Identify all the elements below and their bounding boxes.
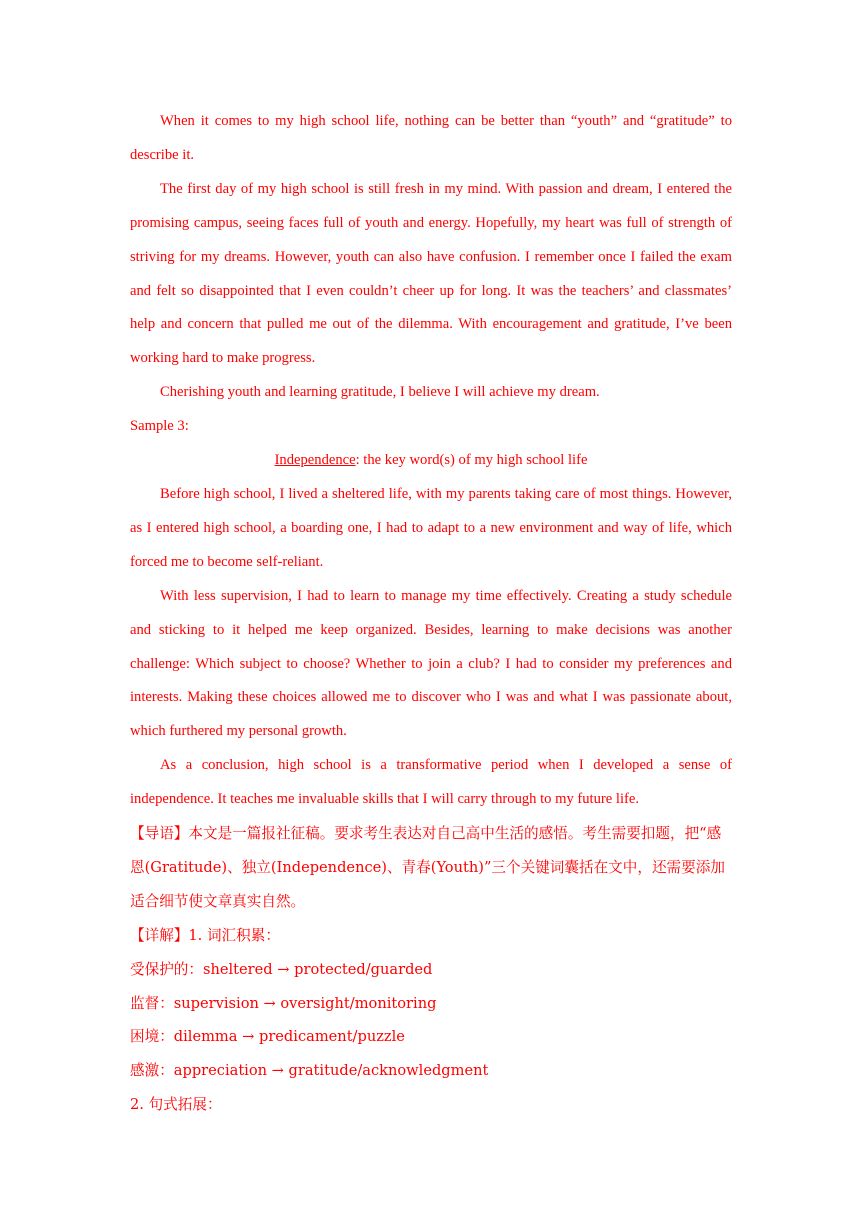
guide-paragraph: 【导语】本文是一篇报社征稿。要求考生表达对自己高中生活的感悟。考生需要扣题，把“感恩(Gratitude)、独立(Independence)、青春(Youth)”三个关键词囊括在文中，还需要添加适合细节使文章真实自然。 [130,825,725,910]
essay-paragraph: When it comes to my high school life, nothing can be better than “youth” and “gratitude” to describe it. [130,113,732,163]
explanation-header: 【详解】1. 词汇积累： [130,926,280,944]
essay-paragraph: Before high school, I lived a sheltered life, with my parents taking care of most things. However, as I entered high school, a boarding one, I had to adapt to a new environment and way of life, which forced me to become self-reliant. [130,485,732,570]
vocab-item: 感激：appreciation → gratitude/acknowledgment [130,1062,489,1080]
vocab-item: 受保护的：sheltered → protected/guarded [130,960,433,978]
essay-title [130,444,732,478]
sample-label: Sample 3: [130,418,189,435]
title-keyword: Independence [274,452,356,469]
essay-paragraph: The first day of my high school is still fresh in my mind. With passion and dream, I entered the promising campus, seeing faces full of youth and energy. Hopefully, my heart was full of strength of striving for my dreams. However, youth can also have confusion. I remember once I failed the exam and felt so disappointed that I even couldn’t cheer up for long. It was the teachers’ and classmates’ help and concern that pulled me out of the dilemma. With encouragement and gratitude, I’ve been working hard to make progress. [130,180,732,367]
vocab-item: 监督：supervision → oversight/monitoring [130,994,437,1012]
title-rest: : the key word(s) of my high school life [355,452,588,469]
document-page [130,105,732,1122]
section-header: 2. 句式拓展： [130,1096,222,1114]
essay-paragraph: Cherishing youth and learning gratitude, I believe I will achieve my dream. [160,384,600,401]
vocab-item: 困境：dilemma → predicament/puzzle [130,1028,405,1046]
essay-paragraph: As a conclusion, high school is a transformative period when I developed a sense of independence. It teaches me invaluable skills that I will carry through to my future life. [130,757,732,808]
essay-paragraph: With less supervision, I had to learn to manage my time effectively. Creating a study schedule and sticking to it helped me keep organized. Besides, learning to make decisions was another challenge: Which subject to choose? Whether to join a club? I had to consider my preferences and interests. Making these choices allowed me to discover who I was and what I was passionate about, which furthered my personal growth. [130,587,732,740]
